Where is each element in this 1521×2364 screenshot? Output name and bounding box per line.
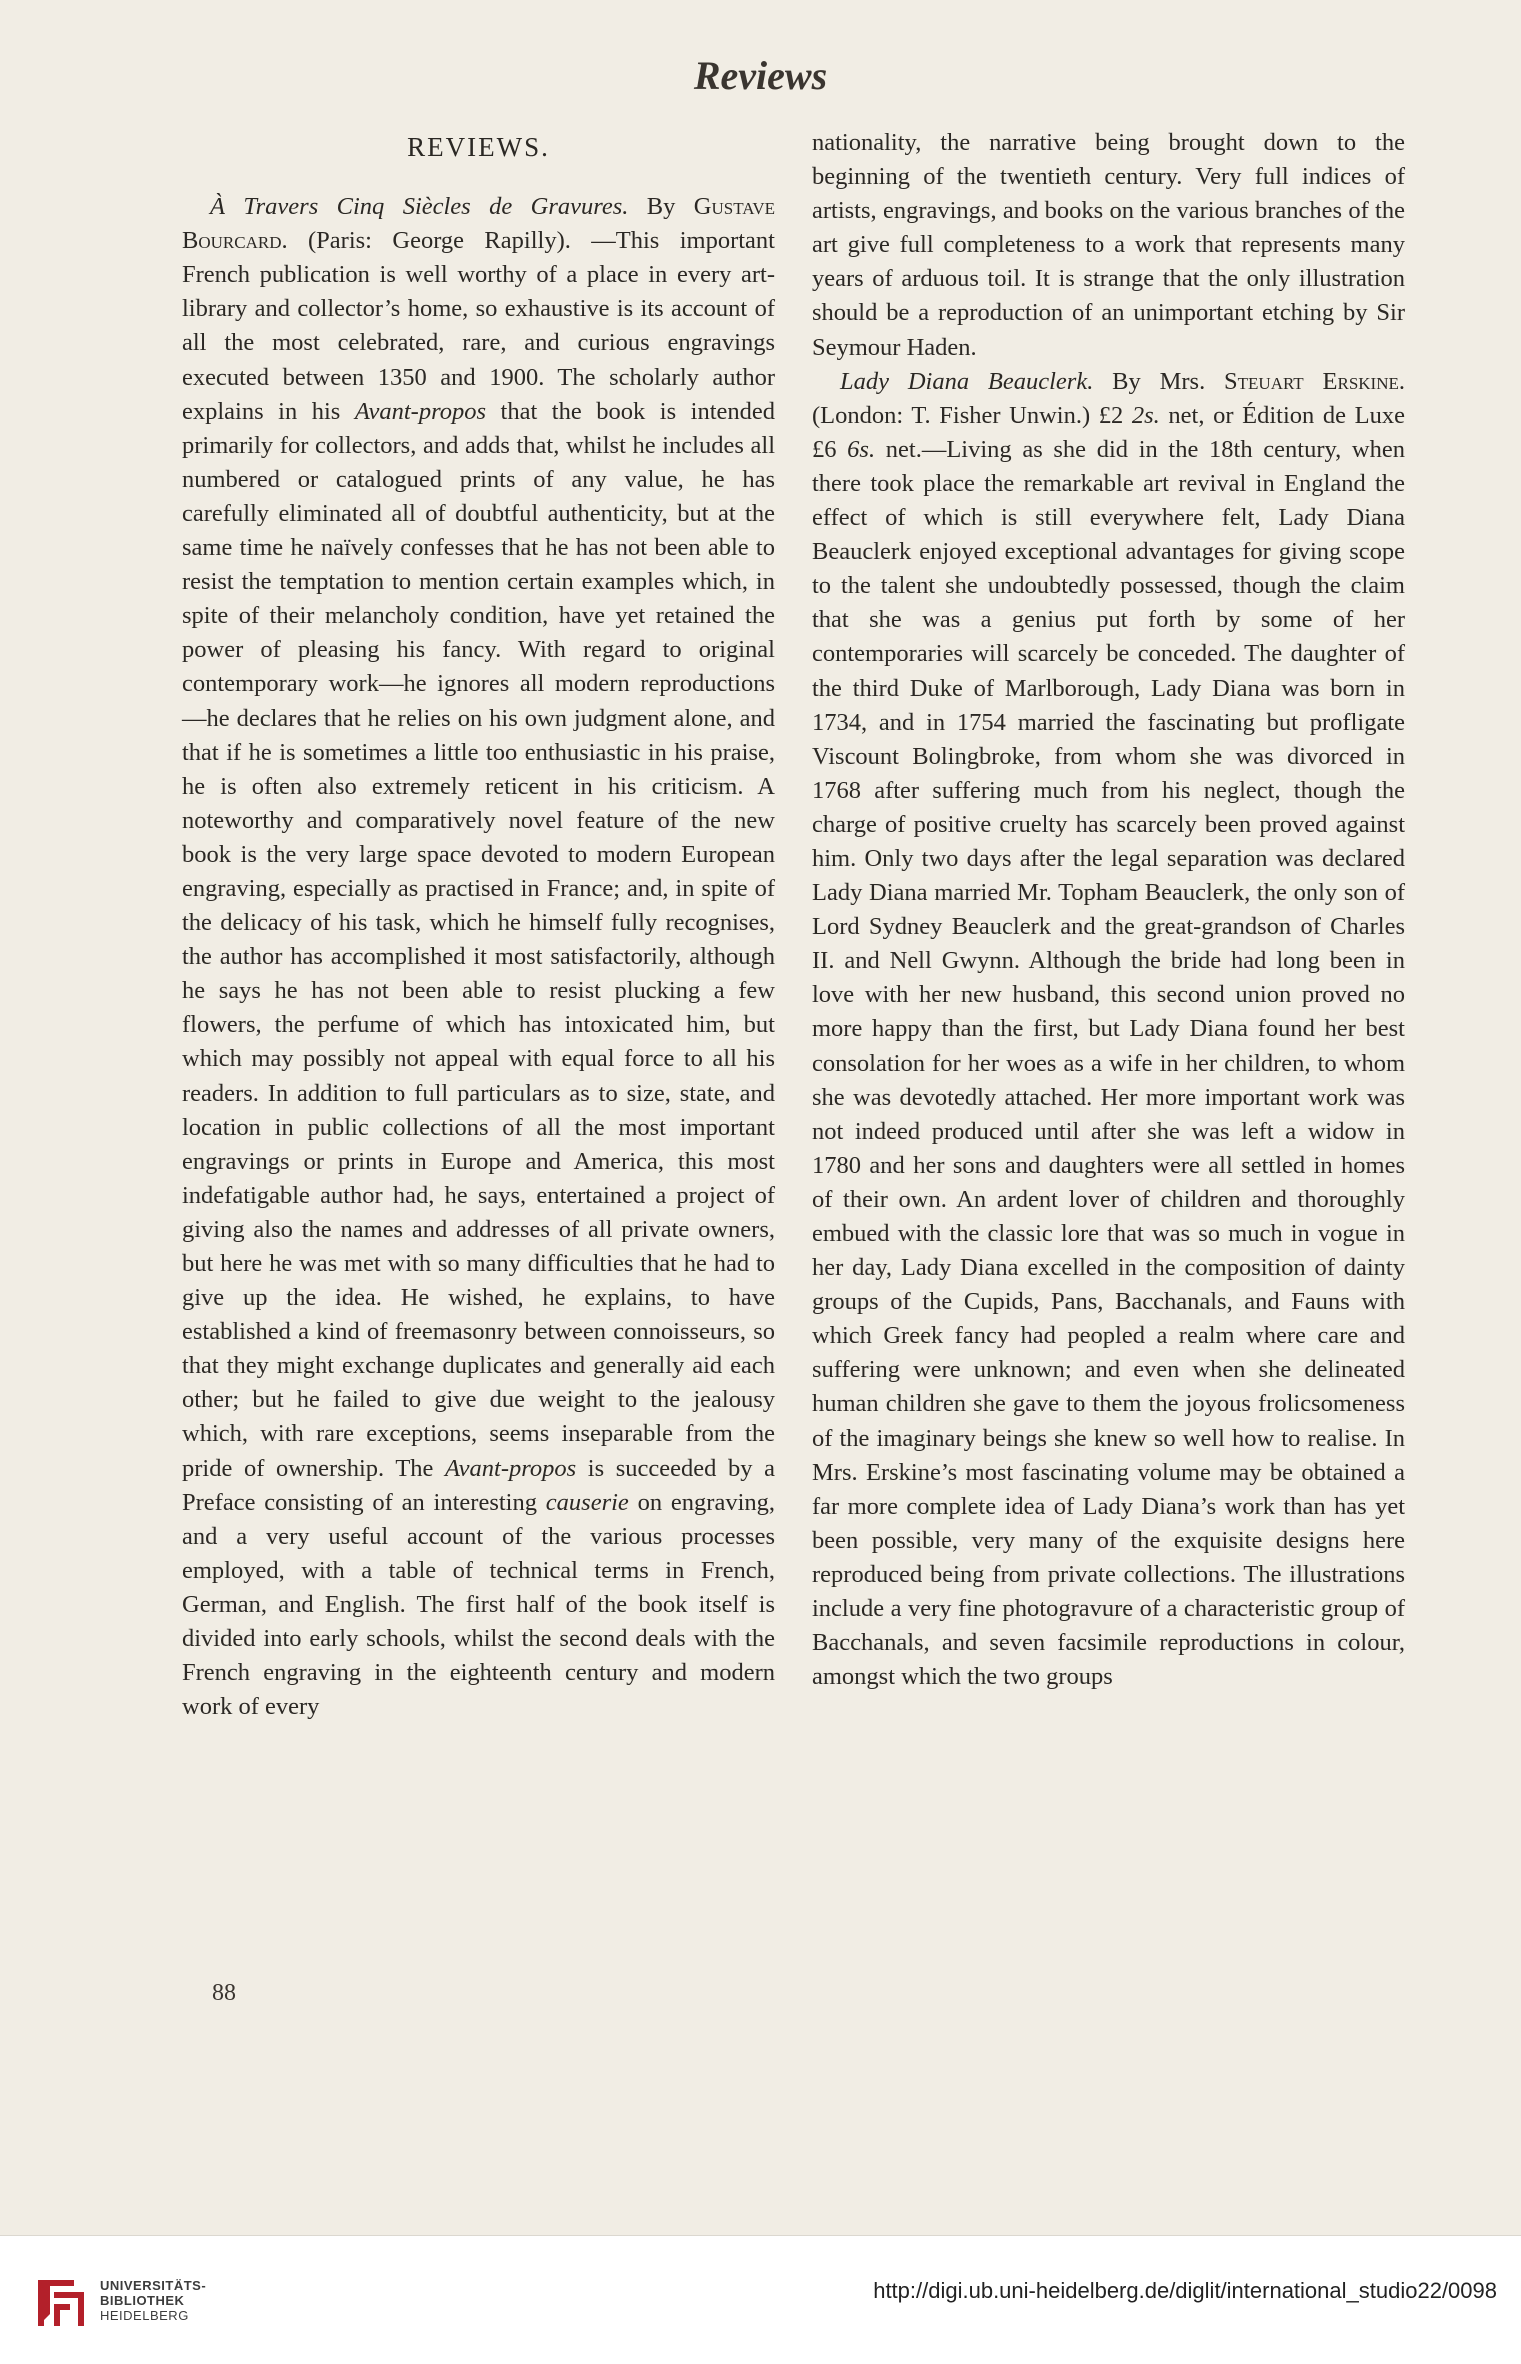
- library-name: UNIVERSITÄTS- BIBLIOTHEK HEIDELBERG: [100, 2278, 207, 2323]
- right-column: [812, 126, 1405, 1694]
- ub-heidelberg-logo-icon: [34, 2274, 90, 2330]
- section-title: REVIEWS.: [407, 132, 550, 162]
- left-column: [182, 126, 775, 1724]
- review-beauclerk-author: Steuart Erskine.: [1224, 367, 1405, 395]
- viewer-footer: [0, 2235, 1521, 2364]
- review-gravures-author: Gustave Bourcard.: [182, 193, 775, 255]
- review-beauclerk-title: Lady Diana Beauclerk.: [840, 367, 1094, 395]
- running-head: Reviews: [693, 53, 828, 98]
- review-gravures-title: À Travers Cinq Siècles de Gravures.: [210, 193, 629, 221]
- review-gravures-continuation: nationality, the narrative being brought down to the beginning of the twentieth century. Very full indices of artists, engravings, and books on the various branches of the art give full completeness to a work that represents many years of arduous toil. It is strange that the only illustration should be a reproduction of an unimportant etching by Sir Seymour Haden.: [812, 129, 1405, 361]
- review-beauclerk: Lady Diana Beauclerk. By Mrs. Steuart Erskine. (London: T. Fisher Unwin.) £2 2s. net, or Édition de Luxe £6 6s. net.—Living as she did in the 18th century, when there took place the remarkable art revival in England the effect of which is still everywhere felt, Lady Diana Beauclerk enjoyed exceptional advantages for giving scope to the talent she undoubtedly possessed, though the claim that she was a genius put forth by some of her contemporaries will scarcely be conceded. The daughter of the third Duke of Marlborough, Lady Diana was born in 1734, and in 1754 married the fascinating but profligate Viscount Bolingbroke, from whom she was divorced in 1768 after suffering much from his neglect, though the charge of positive cruelty has scarcely been proved against him. Only two days after the legal separation was declared Lady Diana married Mr. Topham Beauclerk, the only son of Lord Sydney Beauclerk and the great-grandson of Charles II. and Nell Gwynn. Although the bride had long been in love with her new husband, this second union proved no more happy than the first, but Lady Diana found her best consolation for her woes as a wife in her children, to whom she was devotedly attached. Her more important work was not indeed produced until after she was left a widow in 1780 and her sons and daughters were all settled in homes of their own. An ardent lover of children and thoroughly embued with the classic lore that was so much in vogue in her day, Lady Diana excelled in the composition of dainty groups of the Cupids, Pans, Bacchanals, and Fauns with which Greek fancy had peopled a realm where care and suffering were unknown; and even when she delineated human children she gave to them the joyous frolicsomeness of the imaginary beings she knew so well how to realise. In Mrs. Erskine’s most fascinating volume may be obtained a far more complete idea of Lady Diana’s work than has yet been possible, very many of the exquisite designs here reproduced being from private collections. The illustrations include a very fine photogravure of a characteristic group of Bacchanals, and seven facsimile reproductions in colour, amongst which the two groups: [812, 367, 1405, 1691]
- review-gravures: À Travers Cinq Siècles de Gravures. By Gustave Bourcard. (Paris: George Rapilly). —This important French publication is well worthy of a place in every art-library and collector’s home, so exhaustive is its account of all the most celebrated, rare, and curious engravings executed between 1350 and 1900. The scholarly author explains in his Avant-propos that the book is intended primarily for collectors, and adds that, whilst he includes all numbered or catalogued prints of any value, he has carefully eliminated all of doubtful authenticity, but at the same time he naïvely confesses that he has not been able to resist the temptation to mention certain examples which, in spite of their melancholy condition, have yet retained the power of pleasing his fancy. With regard to original contemporary work—he ignores all modern reproductions—he declares that he relies on his own judgment alone, and that if he is sometimes a little too enthusiastic in his praise, he is often also extremely reticent in his criticism. A noteworthy and comparatively novel feature of the new book is the very large space devoted to modern European engraving, especially as practised in France; and, in spite of the delicacy of his task, which he himself fully recognises, the author has accomplished it most satisfactorily, although he says he has not been able to resist plucking a few flowers, the perfume of which has intoxicated him, but which may possibly not appeal with equal force to all his readers. In addition to full particulars as to size, state, and location in public collections of all the most important engravings or prints in Europe and America, this most indefatigable author had, he says, entertained a project of giving also the names and addresses of all private owners, but here he was met with so many difficulties that he had to give up the idea. He wished, he explains, to have established a kind of freemasonry between connoisseurs, so that they might exchange duplicates and generally aid each other; but he failed to give due weight to the jealousy which, with rare exceptions, seems inseparable from the pride of ownership. The Avant-propos is succeeded by a Preface consisting of an interesting causerie on engraving, and a very useful account of the various processes employed, with a table of technical terms in French, German, and English. The first half of the book itself is divided into early schools, whilst the second deals with the French engraving in the eighteenth century and modern work of every: [182, 193, 775, 1721]
- source-url-link[interactable]: http://digi.ub.uni-heidelberg.de/diglit/international_studio22/0098: [873, 2278, 1497, 2303]
- page-number: 88: [212, 1980, 236, 2006]
